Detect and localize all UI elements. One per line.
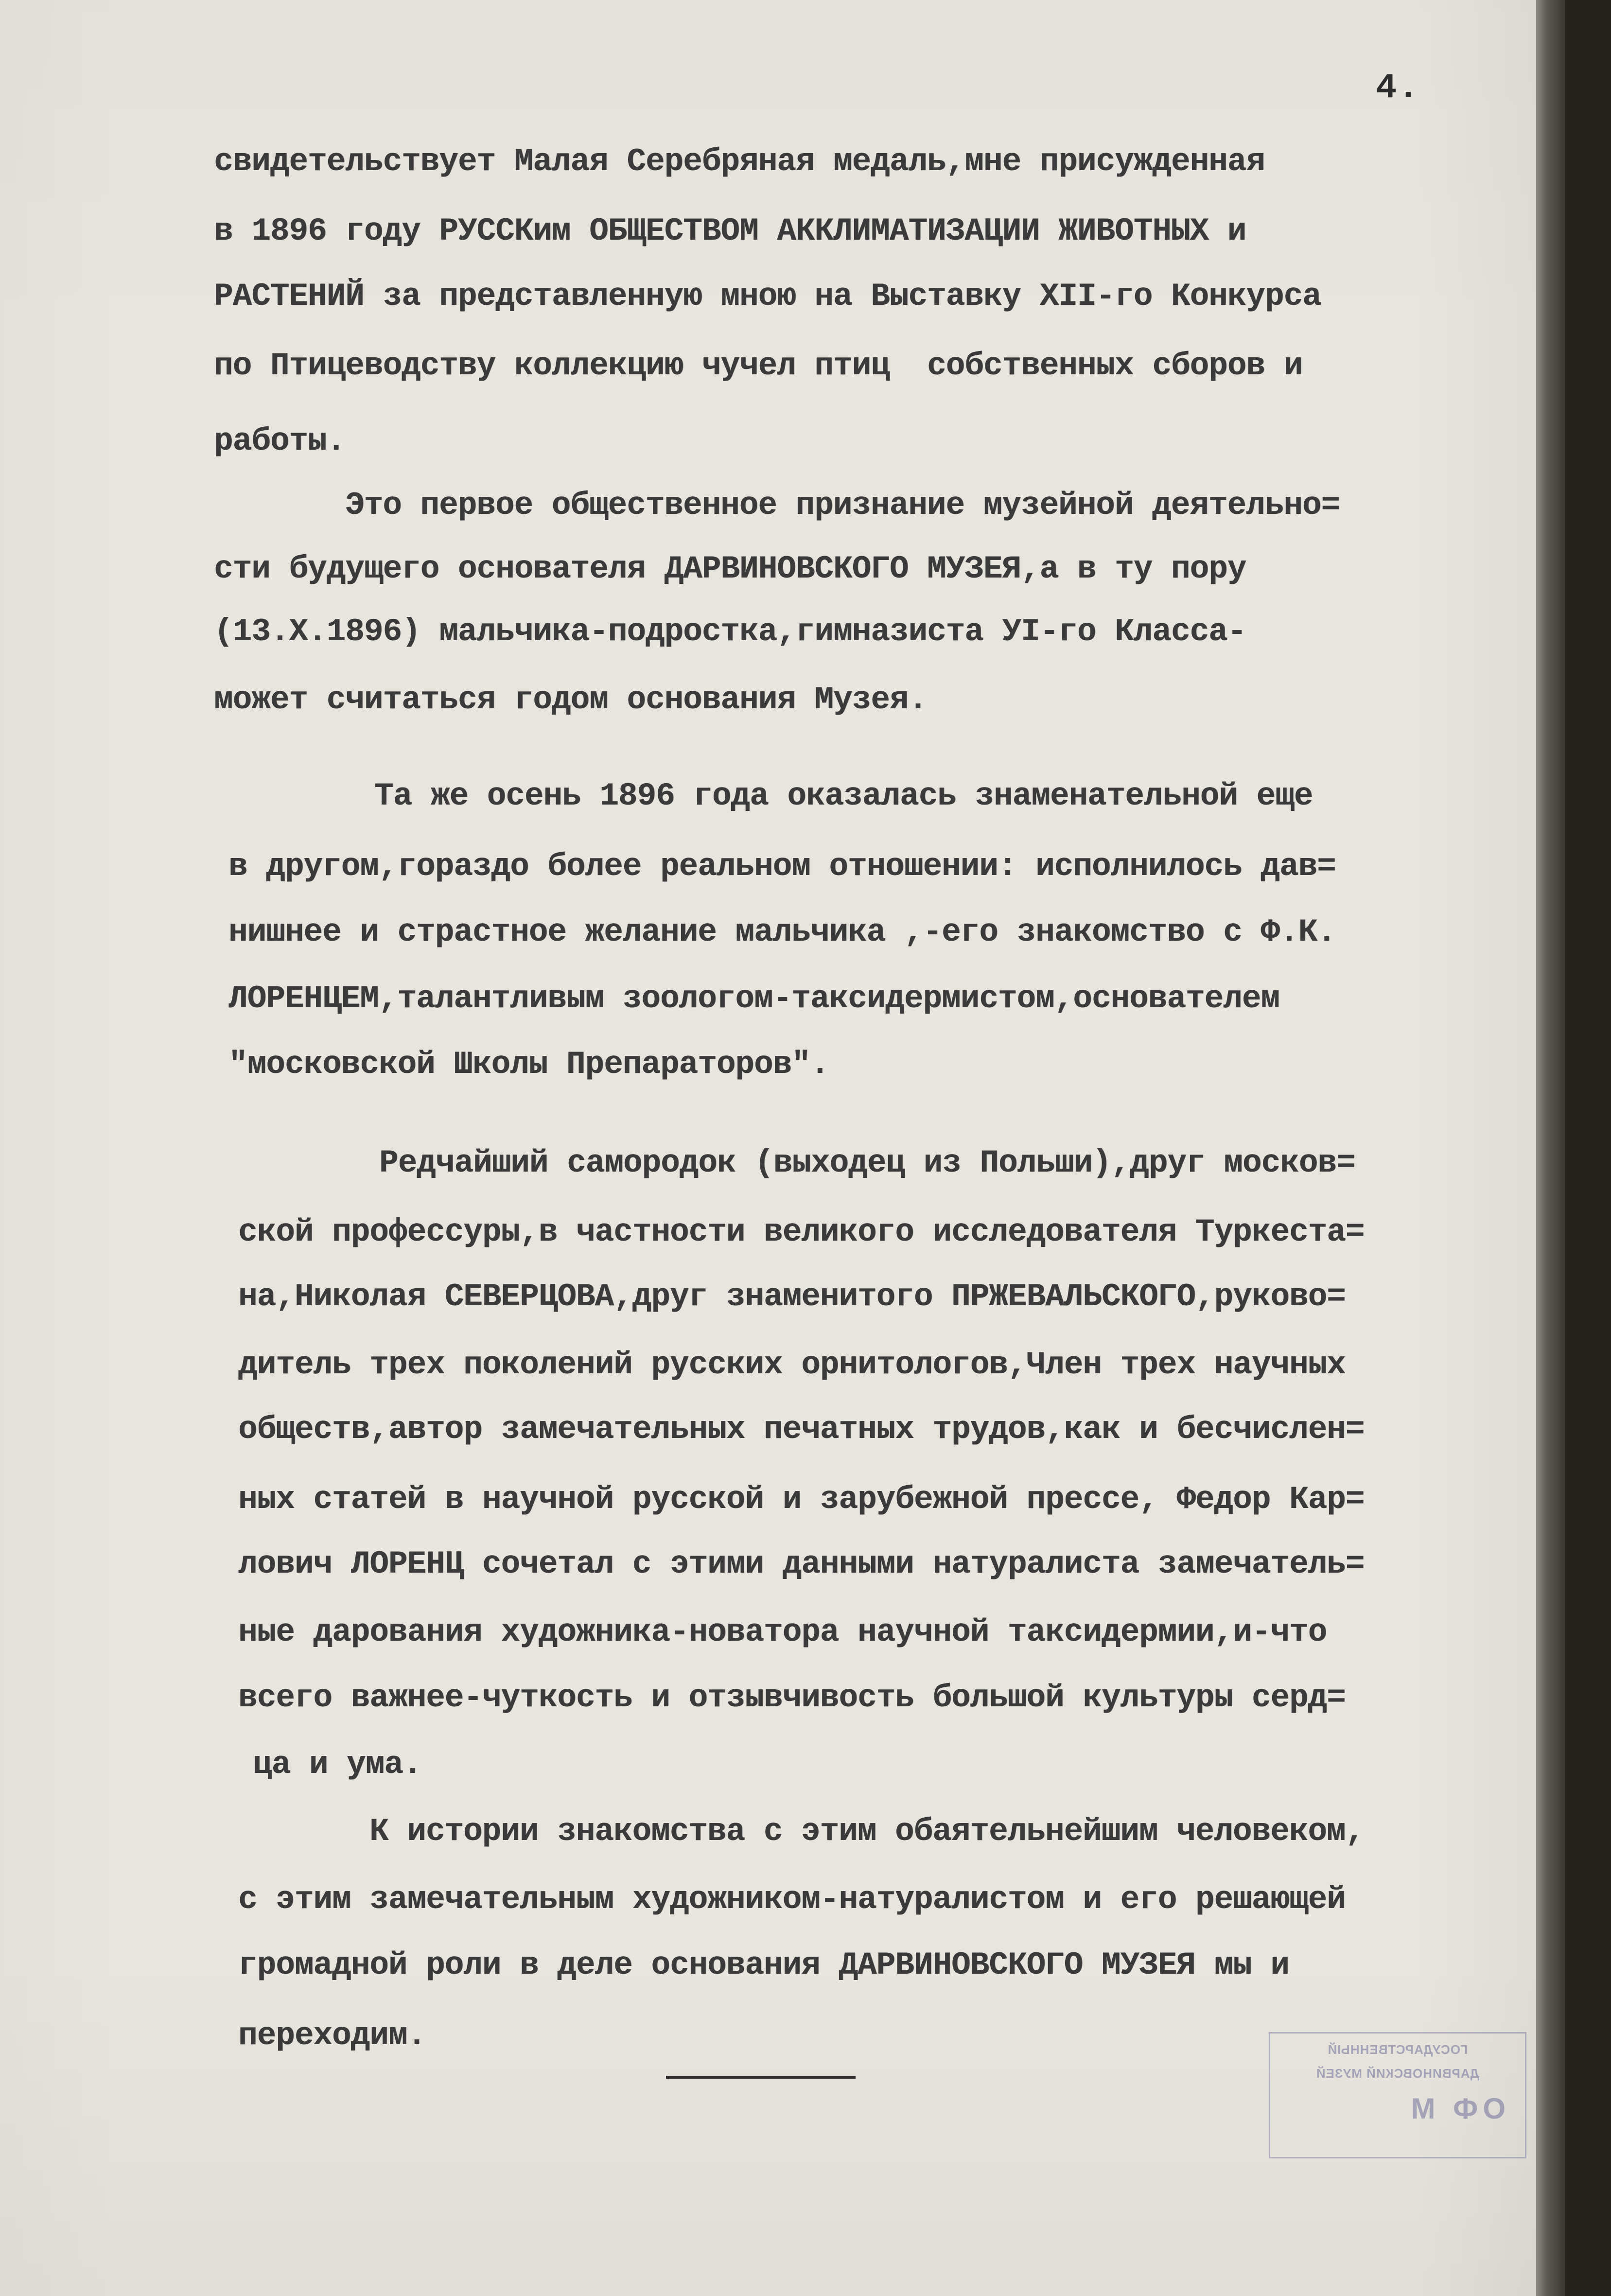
stamp-line: ДАРВИНОВСКИЙ МУЗЕЙ <box>1315 2066 1480 2081</box>
text-line: Это первое общественное признание музейной деятельно= <box>345 487 1340 524</box>
text-line: всего важнее-чуткость и отзывчивость большой культуры серд= <box>238 1680 1346 1716</box>
text-line: ЛОРЕНЦЕМ,талантливым зоологом-таксидермистом,основателем <box>228 981 1279 1017</box>
text-line: ской профессуры,в частности великого исследователя Туркеста= <box>238 1214 1365 1250</box>
text-line: свидетельствует Малая Серебряная медаль,мне присужденная <box>214 143 1265 180</box>
text-line: сти будущего основателя ДАРВИНОВСКОГО МУЗЕЯ,а в ту пору <box>214 551 1246 587</box>
archive-stamp <box>1269 2032 1526 2158</box>
text-line: ные дарования художника-новатора научной таксидермии,и-что <box>238 1614 1327 1650</box>
page-number: 4. <box>1376 68 1420 108</box>
stamp-text <box>1270 2033 1525 2157</box>
text-line: (13.X.1896) мальчика-подростка,гимназиста УI-го Класса- <box>214 613 1246 650</box>
text-line: может считаться годом основания Музея. <box>214 682 928 718</box>
text-line: в другом,гораздо более реальном отношении: исполнилось дав= <box>228 848 1336 885</box>
text-line: в 1896 году РУССКим ОБЩЕСТВОМ АККЛИМАТИЗАЦИИ ЖИВОТНЫХ и <box>214 213 1246 249</box>
text-line: громадной роли в деле основания ДАРВИНОВСКОГО МУЗЕЯ мы и <box>238 1947 1289 1983</box>
text-line: ных статей в научной русской и зарубежной прессе, Федор Кар= <box>238 1481 1365 1518</box>
stamp-code: ОФ М <box>1406 2092 1506 2125</box>
separator-line <box>666 2076 856 2079</box>
text-line: на,Николая СЕВЕРЦОВА,друг знаменитого ПРЖЕВАЛЬСКОГО,руково= <box>238 1279 1346 1315</box>
text-line: К истории знакомства с этим обаятельнейшим человеком, <box>369 1813 1365 1850</box>
text-line: переходим. <box>238 2017 426 2054</box>
text-line: Та же осень 1896 года оказалась знаменательной еще <box>374 778 1313 814</box>
text-line: "московской Школы Препараторов". <box>228 1046 829 1083</box>
binding-edge <box>1536 0 1565 2296</box>
text-line: обществ,автор замечательных печатных трудов,как и бесчислен= <box>238 1411 1365 1448</box>
stamp-line: ГОСУДАРСТВЕННЫЙ <box>1327 2042 1468 2057</box>
text-line: Редчайший самородок (выходец из Польши),друг москов= <box>379 1145 1355 1181</box>
text-line: дитель трех поколений русских орнитологов,Член трех научных <box>238 1347 1346 1383</box>
text-line: с этим замечательным художником-натуралистом и его решающей <box>238 1881 1346 1918</box>
text-line: работы. <box>214 423 346 459</box>
text-line: по Птицеводству коллекцию чучел птиц собственных сборов и <box>214 348 1303 384</box>
text-line: лович ЛОРЕНЦ сочетал с этими данными натуралиста замечатель= <box>238 1546 1365 1582</box>
text-line: ца и ума. <box>253 1746 422 1783</box>
text-line: РАСТЕНИЙ за представленную мною на Выставку XII-го Конкурса <box>214 278 1321 315</box>
text-line: нишнее и страстное желание мальчика ,-его знакомство с Ф.К. <box>228 914 1336 950</box>
